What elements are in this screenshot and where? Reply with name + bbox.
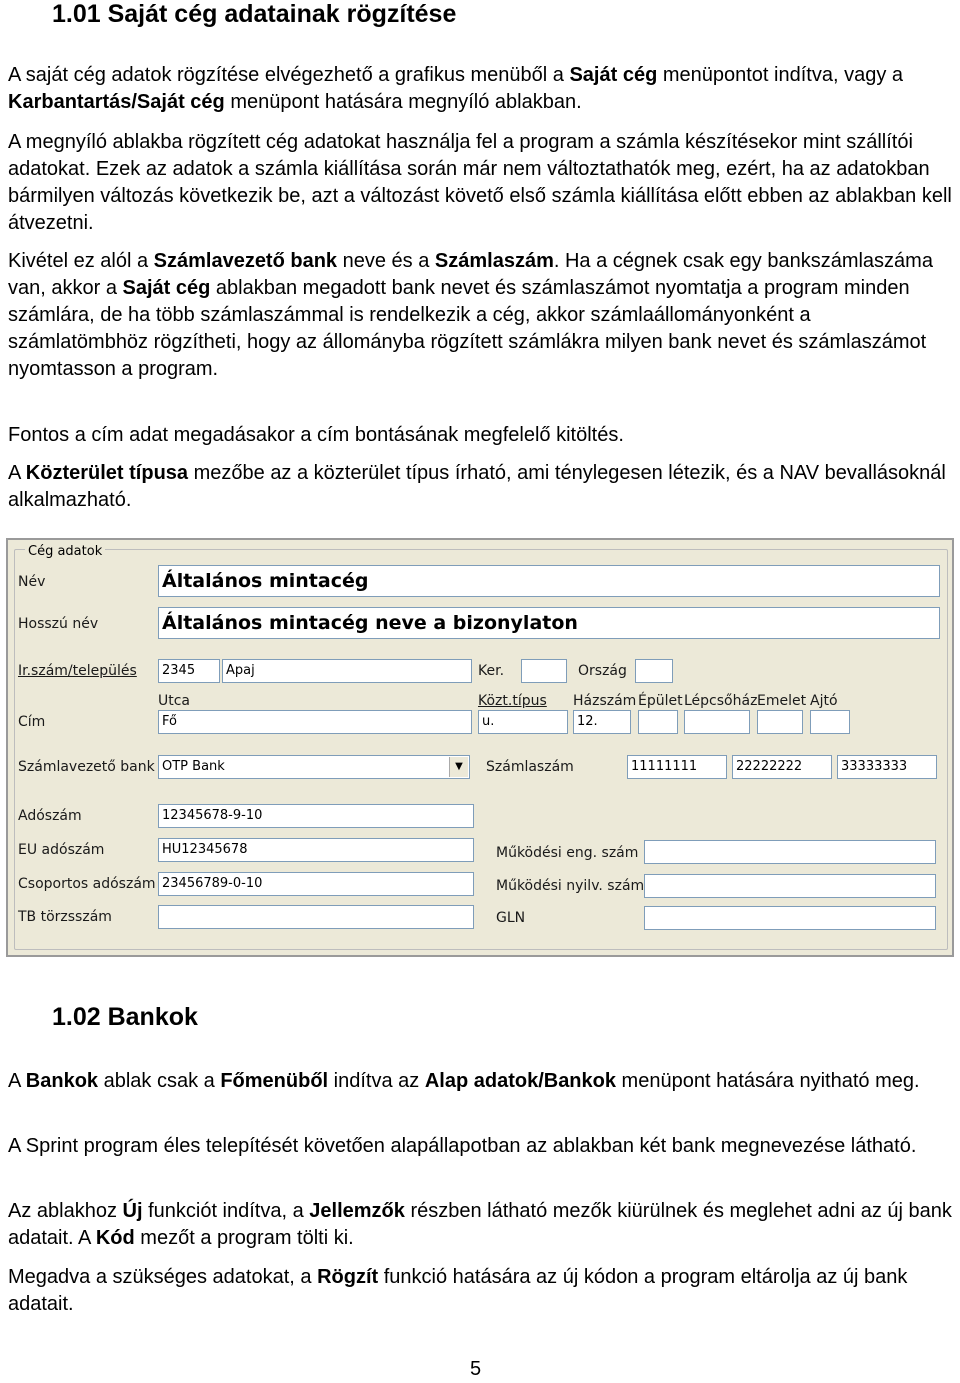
paragraph: A Sprint program éles telepítését követően alapállapotban az ablakban két bank megnevezése látható. — [8, 1135, 917, 1157]
country-field[interactable] — [635, 659, 673, 683]
group-title: Cég adatok — [25, 544, 105, 559]
group-tax-number-label: Csoportos adószám — [18, 876, 156, 892]
eu-tax-number-label: EU adószám — [18, 842, 105, 858]
operating-registration-label: Működési nyilv. szám — [496, 878, 645, 894]
long-name-label: Hosszú név — [18, 616, 99, 632]
district-label: Ker. — [478, 663, 505, 679]
tax-number-field[interactable]: 12345678-9-10 — [158, 804, 474, 828]
eu-tax-number-field[interactable]: HU12345678 — [158, 838, 474, 862]
page-number: 5 — [470, 1358, 482, 1380]
street-type-field[interactable]: u. — [478, 710, 568, 734]
door-field[interactable] — [810, 710, 850, 734]
street-label: Utca — [158, 693, 191, 709]
staircase-field[interactable] — [684, 710, 750, 734]
account-number-part2[interactable]: 22222222 — [732, 755, 832, 779]
zip-city-label: Ir.szám/település — [18, 663, 137, 679]
bank-select-value: OTP Bank — [162, 759, 225, 774]
paragraph: A Közterület típusa mezőbe az a közterület típus írható, ami ténylegesen létezik, és a NAV bevallásoknál alkalmazható. — [8, 462, 946, 511]
gln-field[interactable] — [644, 906, 936, 930]
paragraph: A Bankok ablak csak a Főmenüből indítva az Alap adatok/Bankok menüpont hatására nyitható meg. — [8, 1070, 920, 1092]
paragraph: Fontos a cím adat megadásakor a cím bontásának megfelelő kitöltés. — [8, 424, 624, 446]
address-label: Cím — [18, 714, 46, 730]
building-label: Épület — [638, 693, 683, 709]
company-data-form — [6, 538, 954, 957]
house-number-field[interactable]: 12. — [573, 710, 631, 734]
paragraph: Az ablakhoz Új funkciót indítva, a Jellemzők részben látható mezők kiürülnek és meglehet adni az új bank adatait. A Kód mezőt a program tölti ki. — [8, 1200, 952, 1249]
street-type-label: Közt.típus — [478, 693, 547, 709]
section-heading-bankok: 1.02 Bankok — [52, 1003, 198, 1031]
door-label: Ajtó — [810, 693, 838, 709]
tax-number-label: Adószám — [18, 808, 82, 824]
floor-label: Emelet — [757, 693, 807, 709]
house-number-label: Házszám — [573, 693, 637, 709]
operating-permit-label: Működési eng. szám — [496, 845, 639, 861]
gln-label: GLN — [496, 910, 526, 926]
social-security-number-label: TB törzsszám — [18, 909, 112, 925]
account-number-part3[interactable]: 33333333 — [837, 755, 937, 779]
operating-registration-field[interactable] — [644, 874, 936, 898]
chevron-down-icon[interactable]: ▼ — [449, 757, 468, 777]
floor-field[interactable] — [757, 710, 803, 734]
name-label: Név — [18, 574, 46, 590]
operating-permit-field[interactable] — [644, 840, 936, 864]
social-security-number-field[interactable] — [158, 905, 474, 929]
street-field[interactable]: Fő — [158, 710, 472, 734]
city-field[interactable]: Apaj — [222, 659, 472, 683]
staircase-label: Lépcsőház — [684, 693, 758, 709]
name-field[interactable]: Általános mintacég — [158, 565, 940, 597]
country-label: Ország — [578, 663, 627, 679]
section-heading-sajat-ceg: 1.01 Saját cég adatainak rögzítése — [52, 0, 457, 28]
paragraph: A saját cég adatok rögzítése elvégezhető a grafikus menüből a Saját cég menüpontot indítva, vagy a Karbantartás/Saját cég menüpont hatására megnyíló ablakban. — [8, 64, 904, 113]
bank-label: Számlavezető bank — [18, 759, 155, 775]
account-number-part1[interactable]: 11111111 — [627, 755, 727, 779]
paragraph: Kivétel ez alól a Számlavezető bank neve és a Számlaszám. Ha a cégnek csak egy bankszámlaszáma van, akkor a Saját cég ablakban megadott bank nevet és számlaszámot nyomtatja a program minden számlára, de ha több számlaszámmal is rendelkezik a cég, akkor számlaállományonként a számlatömbhöz rögzítheti, hogy az állományba rögzített számlákra milyen bank nevet és számlaszámot nyomtasson a program. — [8, 250, 933, 380]
district-field[interactable] — [521, 659, 567, 683]
building-field[interactable] — [638, 710, 678, 734]
zip-field[interactable]: 2345 — [158, 659, 220, 683]
paragraph: Megadva a szükséges adatokat, a Rögzít funkció hatására az új kódon a program eltárolja az új bank adatait. — [8, 1266, 908, 1315]
account-number-label: Számlaszám — [486, 759, 574, 775]
paragraph: A megnyíló ablakba rögzített cég adatokat használja fel a program a számla készítésekor mint szállítói adatokat. Ezek az adatok a számla kiállítása során már nem változtathatók meg, ezért, ha az adatokban bármilyen változás következik be, azt a változást követő első számla kiállítása előtt ebben az ablakban kell átvezetni. — [8, 131, 952, 234]
group-tax-number-field[interactable]: 23456789-0-10 — [158, 872, 474, 896]
long-name-field[interactable]: Általános mintacég neve a bizonylaton — [158, 607, 940, 639]
bank-select[interactable] — [158, 755, 470, 779]
